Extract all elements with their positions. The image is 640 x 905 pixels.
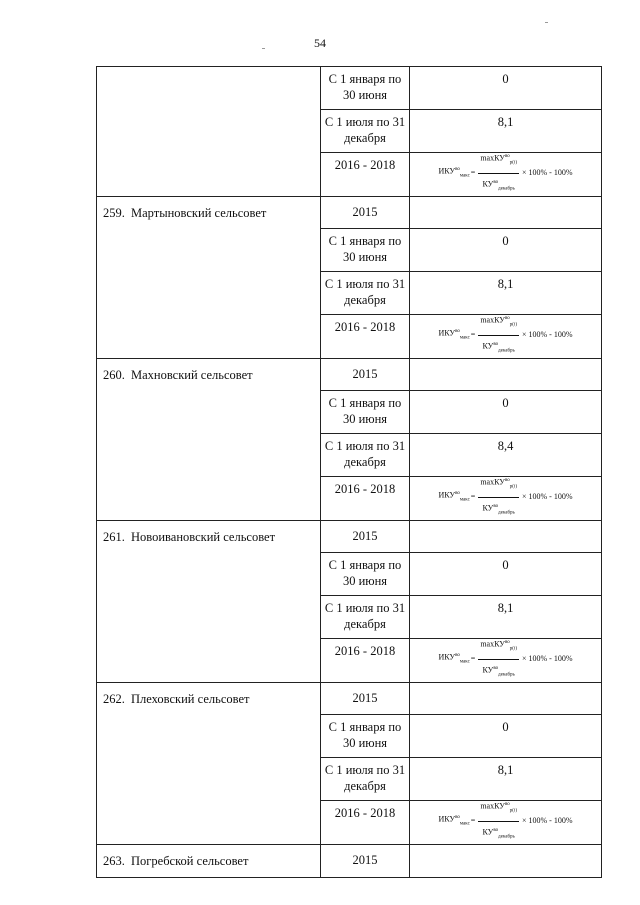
- period-cell: С 1 июля по 31 декабря: [321, 434, 410, 477]
- value-cell: 0: [410, 391, 602, 434]
- formula: $ИКУ^{во}_{макс}$ = $\frac{\max КУ^{во}_{р(i)}}{КУ^{во}_{декабрь}}$ × 100% - 100%: [410, 317, 601, 353]
- entry-number: 260.: [103, 368, 125, 382]
- entry-number: 261.: [103, 530, 125, 544]
- tariff-table: [96, 66, 602, 878]
- municipality-name: [97, 845, 321, 878]
- period-range-cell: 2016 - 2018: [321, 639, 410, 683]
- table-row: [97, 359, 602, 391]
- period-cell: С 1 января по 30 июня: [321, 553, 410, 596]
- entry-name: Погребской сельсовет: [131, 854, 249, 868]
- year-cell: 2015: [321, 359, 410, 391]
- period-cell: С 1 июля по 31 декабря: [321, 272, 410, 315]
- formula-cell: [410, 801, 602, 845]
- entry-name: Новоивановский сельсовет: [131, 530, 276, 544]
- page-number: 54: [314, 36, 326, 50]
- formula-cell: [410, 477, 602, 521]
- entry-name: Махновский сельсовет: [131, 368, 253, 382]
- period-cell: С 1 января по 30 июня: [321, 391, 410, 434]
- empty-value-cell: [410, 683, 602, 715]
- formula: $ИКУ^{во}_{макс}$ = $\frac{\max КУ^{во}_{р(i)}}{КУ^{во}_{декабрь}}$ × 100% - 100%: [410, 155, 601, 191]
- year-cell: 2015: [321, 521, 410, 553]
- table-row: [97, 845, 602, 878]
- continued-name-cell: [97, 67, 321, 197]
- period-cell: С 1 июля по 31 декабря: [321, 758, 410, 801]
- scan-mark: [545, 22, 548, 23]
- formula-cell: [410, 639, 602, 683]
- year-cell: 2015: [321, 683, 410, 715]
- municipality-name: [97, 197, 321, 359]
- empty-value-cell: [410, 359, 602, 391]
- year-cell: 2015: [321, 845, 410, 878]
- value-cell: 8,1: [410, 758, 602, 801]
- period-cell: С 1 января по 30 июня: [321, 715, 410, 758]
- period-cell: С 1 июля по 31 декабря: [321, 110, 410, 153]
- value-cell: 0: [410, 229, 602, 272]
- value-cell: 8,4: [410, 434, 602, 477]
- formula: $ИКУ^{во}_{макс}$ = $\frac{\max КУ^{во}_{р(i)}}{КУ^{во}_{декабрь}}$ × 100% - 100%: [410, 803, 601, 839]
- formula-cell: [410, 153, 602, 197]
- table-row: [97, 683, 602, 715]
- municipality-name: [97, 521, 321, 683]
- value-cell: 8,1: [410, 596, 602, 639]
- empty-value-cell: [410, 845, 602, 878]
- value-cell: 8,1: [410, 272, 602, 315]
- empty-value-cell: [410, 521, 602, 553]
- period-cell: С 1 июля по 31 декабря: [321, 596, 410, 639]
- period-cell: С 1 января по 30 июня: [321, 67, 410, 110]
- entry-number: 259.: [103, 206, 125, 220]
- period-cell: С 1 января по 30 июня: [321, 229, 410, 272]
- entry-number: 263.: [103, 854, 125, 868]
- period-range-cell: 2016 - 2018: [321, 477, 410, 521]
- empty-value-cell: [410, 197, 602, 229]
- table-row: [97, 67, 602, 110]
- value-cell: 0: [410, 553, 602, 596]
- period-range-cell: 2016 - 2018: [321, 315, 410, 359]
- year-cell: 2015: [321, 197, 410, 229]
- municipality-name: [97, 359, 321, 521]
- table-row: [97, 521, 602, 553]
- entry-name: Плеховский сельсовет: [131, 692, 250, 706]
- formula-cell: [410, 315, 602, 359]
- value-cell: 0: [410, 715, 602, 758]
- value-cell: 0: [410, 67, 602, 110]
- formula: $ИКУ^{во}_{макс}$ = $\frac{\max КУ^{во}_{р(i)}}{КУ^{во}_{декабрь}}$ × 100% - 100%: [410, 641, 601, 677]
- period-range-cell: 2016 - 2018: [321, 801, 410, 845]
- municipality-name: [97, 683, 321, 845]
- formula: $ИКУ^{во}_{макс}$ = $\frac{\max КУ^{во}_{р(i)}}{КУ^{во}_{декабрь}}$ × 100% - 100%: [410, 479, 601, 515]
- scan-mark: [262, 48, 265, 49]
- value-cell: 8,1: [410, 110, 602, 153]
- entry-name: Мартыновский сельсовет: [131, 206, 267, 220]
- table-row: [97, 197, 602, 229]
- period-range-cell: 2016 - 2018: [321, 153, 410, 197]
- entry-number: 262.: [103, 692, 125, 706]
